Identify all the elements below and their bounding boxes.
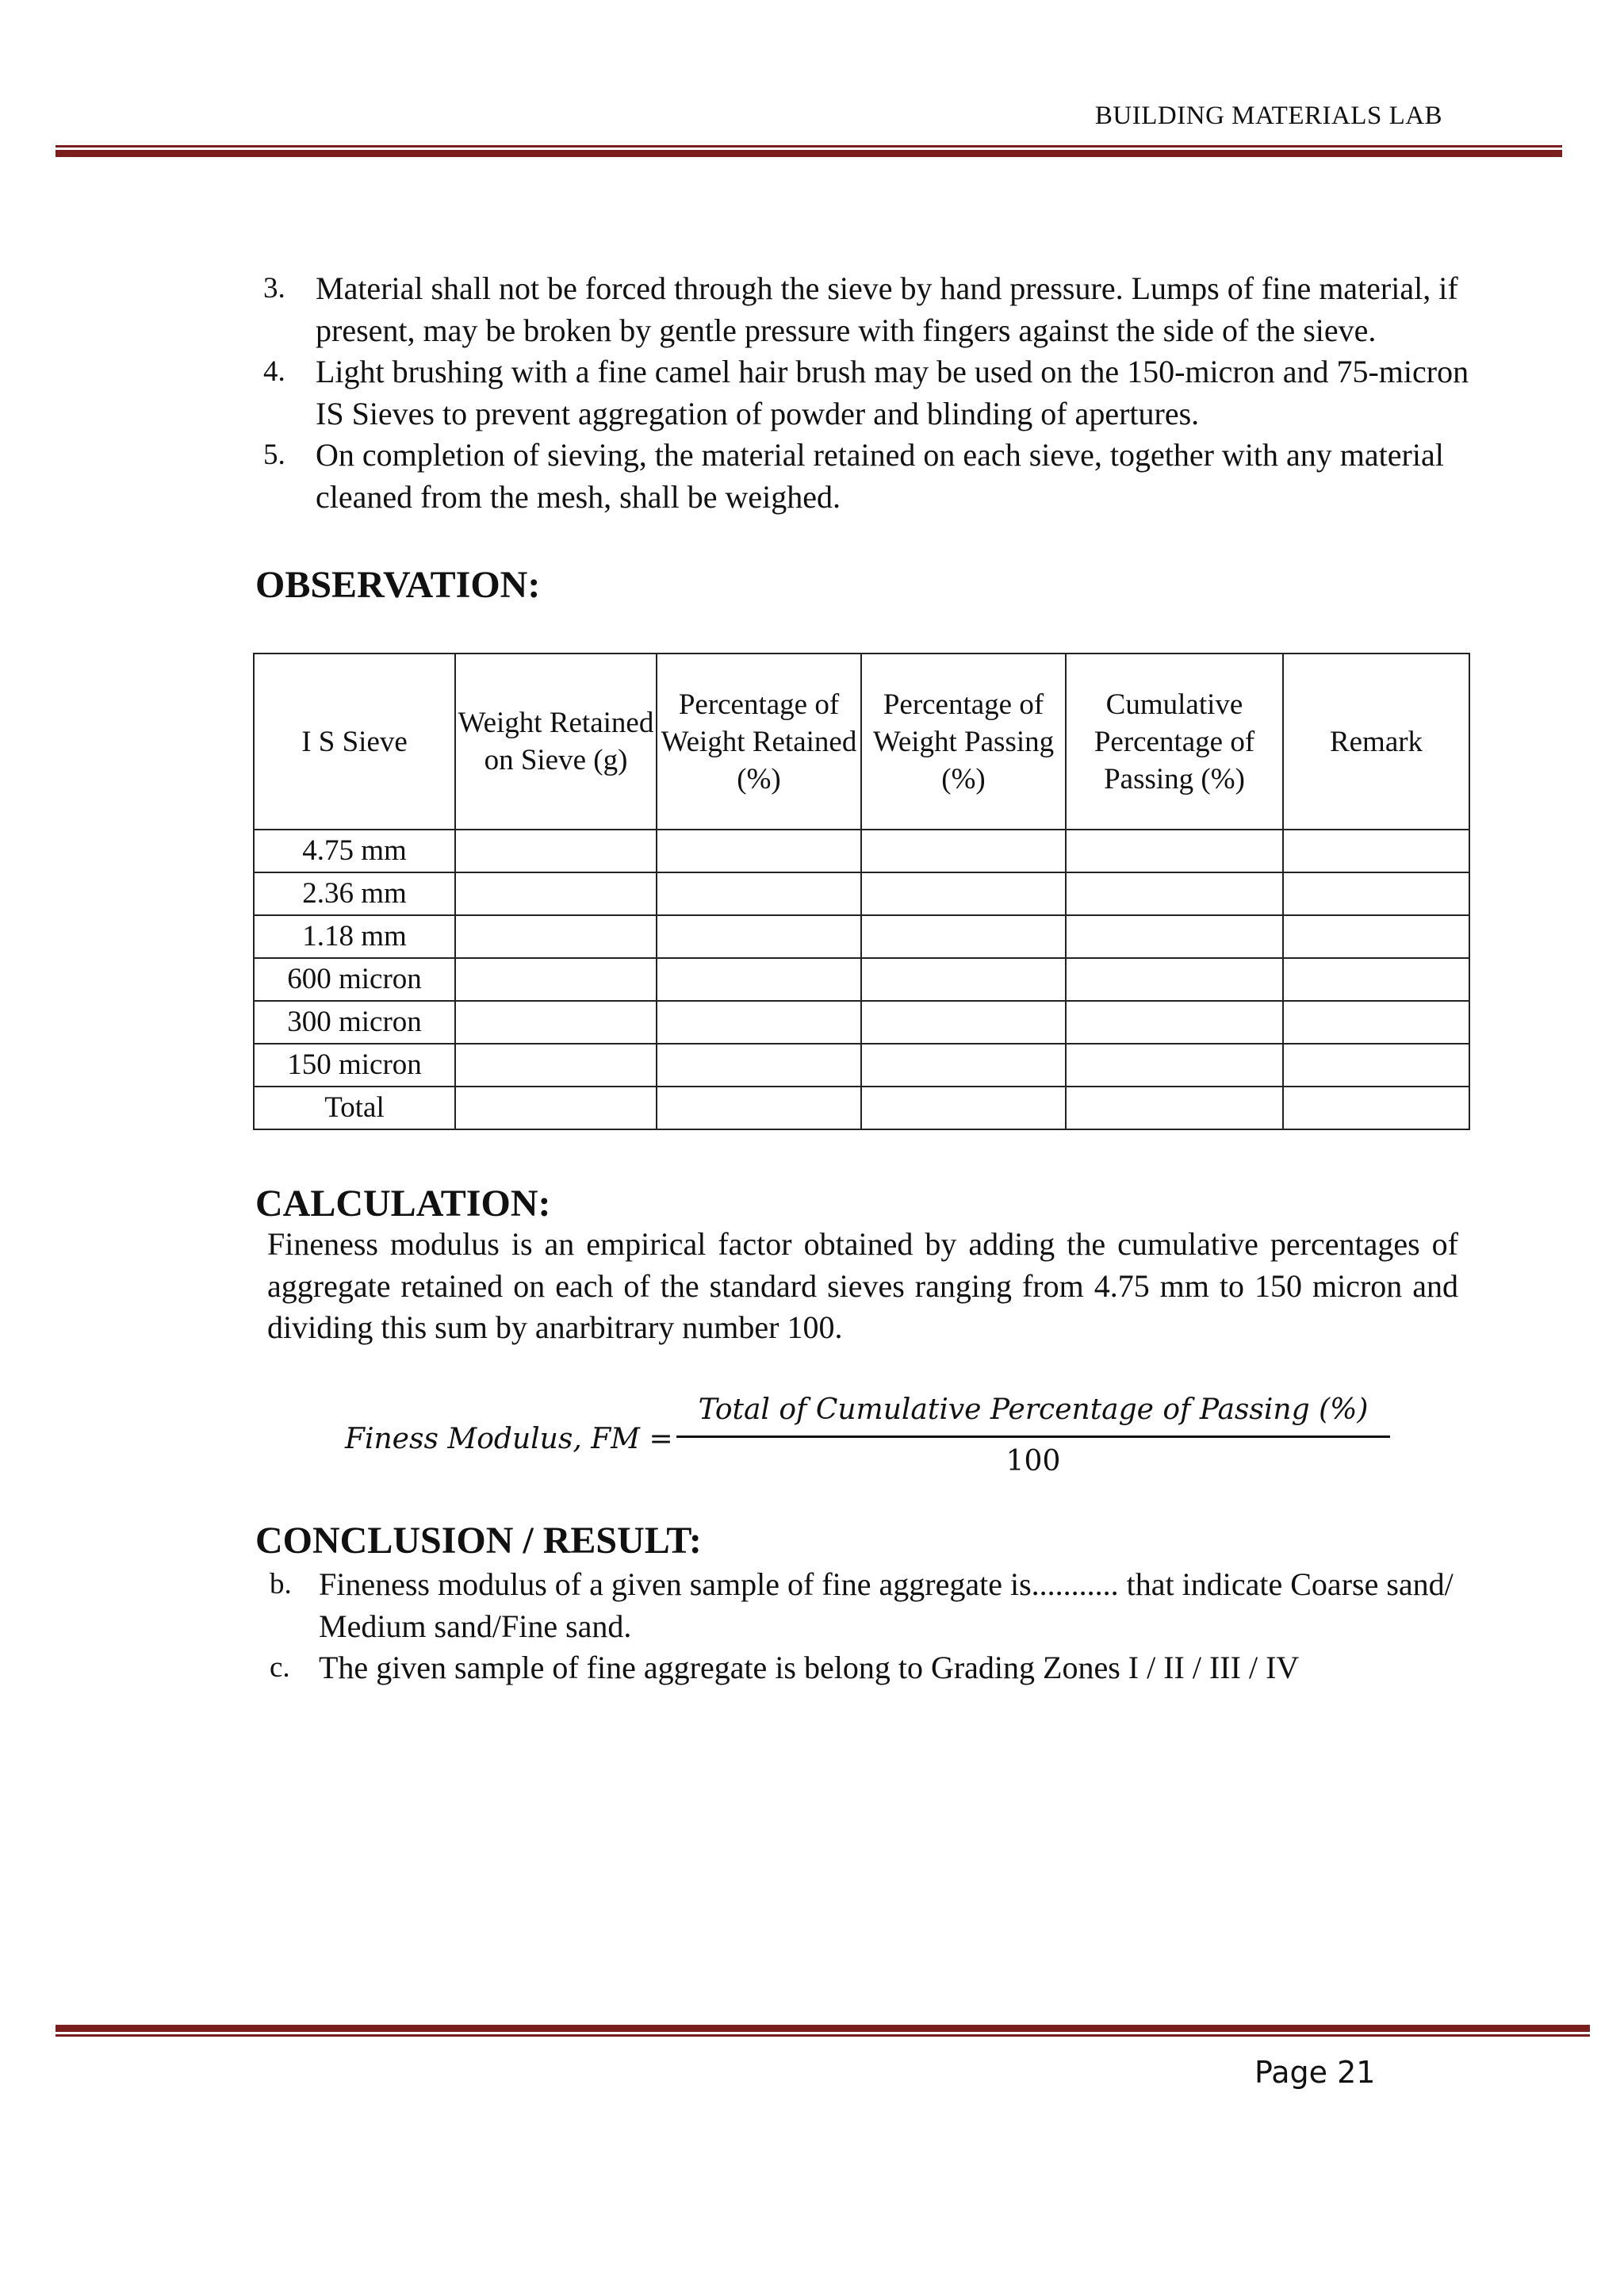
column-header-sieve: I S Sieve xyxy=(254,654,455,830)
empty-cell xyxy=(657,915,861,958)
empty-cell xyxy=(455,1001,657,1044)
empty-cell xyxy=(861,958,1066,1001)
formula-lhs: Finess Modulus, FM = xyxy=(345,1423,673,1455)
empty-cell xyxy=(455,1044,657,1087)
empty-cell xyxy=(1066,958,1283,1001)
table-row xyxy=(254,958,1469,1001)
conclusion-item xyxy=(255,1647,1461,1689)
step-item xyxy=(255,268,1484,351)
empty-cell xyxy=(861,1044,1066,1087)
observation-heading: OBSERVATION: xyxy=(255,564,541,606)
empty-cell xyxy=(1283,872,1469,915)
conclusion-number: c. xyxy=(270,1651,290,1684)
formula-numerator: Total of Cumulative Percentage of Passing (%) xyxy=(698,1393,1369,1426)
footer-rule xyxy=(56,2025,1590,2037)
table-row-total xyxy=(254,1087,1469,1129)
step-text: Material shall not be forced through the sieve by hand pressure. Lumps of fine material, if present, may be broken by gentle pressure with fingers against the side of the sieve. xyxy=(316,270,1458,348)
empty-cell xyxy=(1283,915,1469,958)
header-rule xyxy=(56,145,1562,157)
total-label-cell: Total xyxy=(254,1087,455,1129)
empty-cell xyxy=(1283,958,1469,1001)
step-number: 4. xyxy=(263,355,285,388)
table-row xyxy=(254,1044,1469,1087)
conclusion-item xyxy=(255,1564,1461,1647)
empty-cell xyxy=(657,1044,861,1087)
step-item xyxy=(255,435,1484,518)
calculation-heading: CALCULATION: xyxy=(255,1182,551,1225)
procedure-steps xyxy=(255,268,1484,518)
step-text: Light brushing with a fine camel hair brush may be used on the 150-micron and 75-micron IS Sieves to prevent aggregation of powder and blinding of apertures. xyxy=(316,354,1469,431)
step-number: 5. xyxy=(263,439,285,471)
empty-cell xyxy=(1066,1044,1283,1087)
empty-cell xyxy=(657,1087,861,1129)
formula-fraction xyxy=(676,1389,1390,1479)
empty-cell xyxy=(1066,872,1283,915)
column-header-remark: Remark xyxy=(1283,654,1469,830)
table-row xyxy=(254,915,1469,958)
step-text: On completion of sieving, the material retained on each sieve, together with any material cleaned from the mesh, shall be weighed. xyxy=(316,437,1444,515)
fraction-bar xyxy=(676,1435,1390,1438)
empty-cell xyxy=(657,958,861,1001)
empty-cell xyxy=(1283,1001,1469,1044)
column-header-weight-retained: Weight Retained on Sieve (g) xyxy=(455,654,657,830)
empty-cell xyxy=(455,872,657,915)
conclusion-heading: CONCLUSION / RESULT: xyxy=(255,1520,702,1562)
empty-cell xyxy=(861,1087,1066,1129)
table-row xyxy=(254,830,1469,872)
empty-cell xyxy=(1066,915,1283,958)
column-header-cumulative-passing: Cumulative Percentage of Passing (%) xyxy=(1066,654,1283,830)
empty-cell xyxy=(1283,1044,1469,1087)
empty-cell xyxy=(1066,1087,1283,1129)
empty-cell xyxy=(455,1087,657,1129)
table-row xyxy=(254,872,1469,915)
column-header-percent-passing: Percentage of Weight Passing (%) xyxy=(861,654,1066,830)
empty-cell xyxy=(1283,830,1469,872)
step-number: 3. xyxy=(263,272,285,305)
observation-table xyxy=(253,653,1470,1130)
sieve-size-cell: 300 micron xyxy=(254,1001,455,1044)
sieve-size-cell: 150 micron xyxy=(254,1044,455,1087)
conclusion-text: The given sample of fine aggregate is belong to Grading Zones I / II / III / IV xyxy=(319,1650,1300,1685)
sieve-size-cell: 4.75 mm xyxy=(254,830,455,872)
empty-cell xyxy=(657,1001,861,1044)
empty-cell xyxy=(861,872,1066,915)
empty-cell xyxy=(455,830,657,872)
calculation-paragraph: Fineness modulus is an empirical factor obtained by adding the cumulative percentages of aggregate retained on each of the standard sieves ranging from 4.75 mm to 150 micron and dividing this sum by anarbitrary number 100. xyxy=(267,1226,1458,1345)
sieve-size-cell: 2.36 mm xyxy=(254,872,455,915)
empty-cell xyxy=(1066,830,1283,872)
step-item xyxy=(255,351,1484,435)
running-header: BUILDING MATERIALS LAB xyxy=(1094,102,1443,130)
table-header-row xyxy=(254,654,1469,830)
conclusion-list xyxy=(255,1564,1461,1689)
empty-cell xyxy=(1283,1087,1469,1129)
table-row xyxy=(254,1001,1469,1044)
page-number: Page 21 xyxy=(1254,2055,1376,2090)
sieve-size-cell: 600 micron xyxy=(254,958,455,1001)
column-header-percent-retained: Percentage of Weight Retained (%) xyxy=(657,654,861,830)
fineness-modulus-formula xyxy=(345,1389,1392,1485)
empty-cell xyxy=(455,958,657,1001)
empty-cell xyxy=(657,872,861,915)
empty-cell xyxy=(455,915,657,958)
empty-cell xyxy=(861,1001,1066,1044)
formula-denominator: 100 xyxy=(1005,1445,1061,1478)
conclusion-text: Fineness modulus of a given sample of fine aggregate is........... that indicate Coarse sand/ Medium sand/Fine sand. xyxy=(319,1566,1454,1644)
conclusion-number: b. xyxy=(270,1568,292,1600)
empty-cell xyxy=(861,830,1066,872)
sieve-size-cell: 1.18 mm xyxy=(254,915,455,958)
empty-cell xyxy=(657,830,861,872)
empty-cell xyxy=(861,915,1066,958)
empty-cell xyxy=(1066,1001,1283,1044)
